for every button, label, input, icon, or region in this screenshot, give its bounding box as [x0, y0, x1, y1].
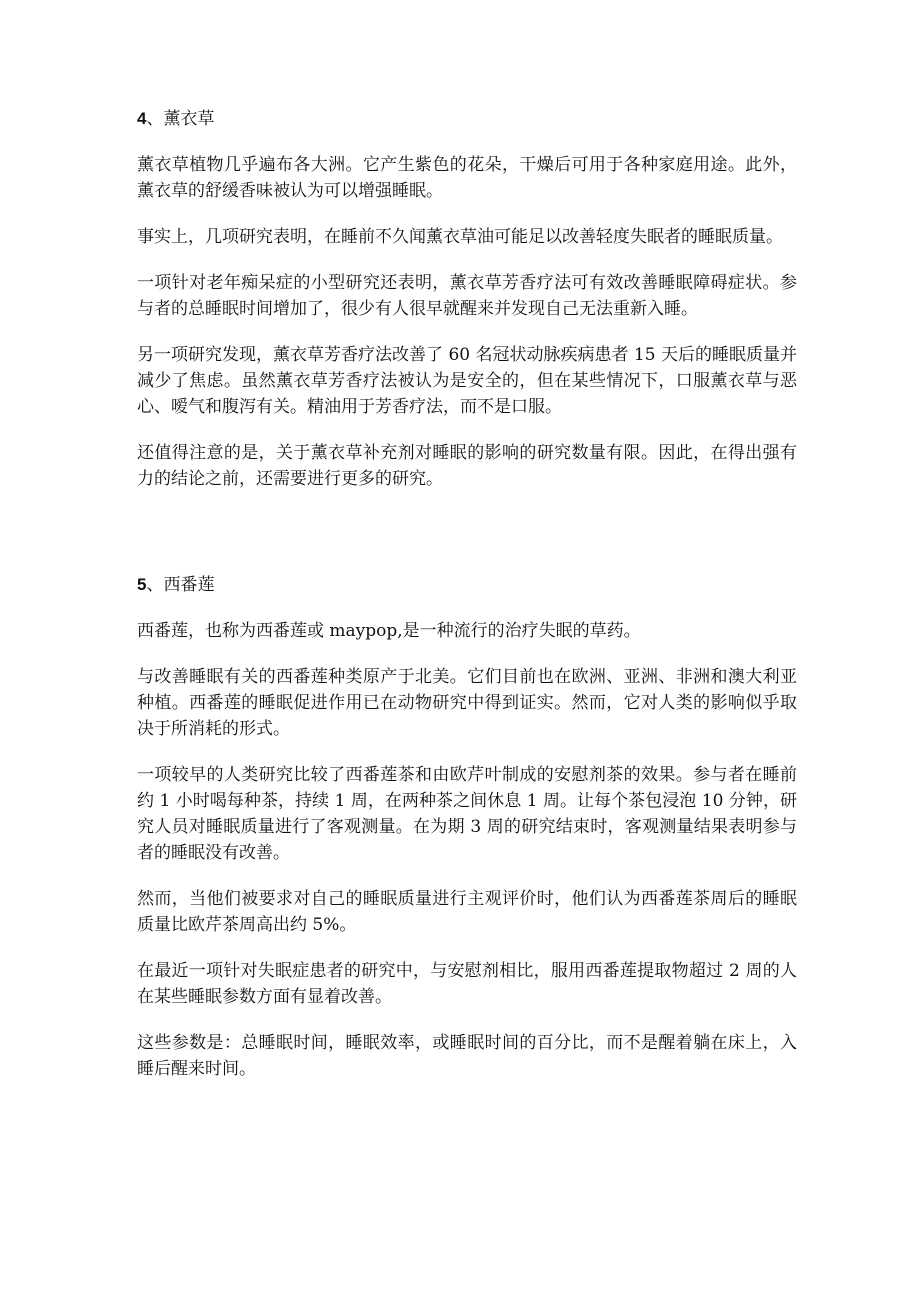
paragraph: 薰衣草植物几乎遍布各大洲。它产生紫色的花朵，干燥后可用于各种家庭用途。此外，薰衣草的舒缓香味被认为可以增强睡眠。 [137, 155, 797, 201]
document-body [137, 106, 797, 1102]
paragraph: 一项较早的人类研究比较了西番莲茶和由欧芹叶制成的安慰剂茶的效果。参与者在睡前约 1 小时喝每种茶，持续 1 周，在两种茶之间休息 1 周。让每个茶包浸泡 10 分钟，研究人员对睡眠质量进行了客观测量。在为期 3 周的研究结束时，客观测量结果表明参与者的睡眠没有改善。 [137, 765, 797, 863]
section-title: 、薰衣草 [146, 109, 215, 129]
paragraph: 一项针对老年痴呆症的小型研究还表明，薰衣草芳香疗法可有效改善睡眠障碍症状。参与者的总睡眠时间增加了，很少有人很早就醒来并发现自己无法重新入睡。 [137, 273, 797, 319]
section-number: 4 [137, 109, 147, 128]
paragraph: 与改善睡眠有关的西番莲种类原产于北美。它们目前也在欧洲、亚洲、非洲和澳大利亚种植。西番莲的睡眠促进作用已在动物研究中得到证实。然而，它对人类的影响似乎取决于所消耗的形式。 [137, 667, 797, 739]
paragraph: 还值得注意的是，关于薰衣草补充剂对睡眠的影响的研究数量有限。因此，在得出强有力的结论之前，还需要进行更多的研究。 [137, 443, 797, 489]
section-title: 、西番莲 [146, 575, 215, 595]
section-lavender [137, 106, 797, 492]
paragraph: 这些参数是：总睡眠时间，睡眠效率，或睡眠时间的百分比，而不是醒着躺在床上，入睡后醒来时间。 [137, 1033, 797, 1079]
paragraph: 另一项研究发现，薰衣草芳香疗法改善了 60 名冠状动脉疾病患者 15 天后的睡眠质量并减少了焦虑。虽然薰衣草芳香疗法被认为是安全的，但在某些情况下，口服薰衣草与恶心、嗳气和腹泻有关。精油用于芳香疗法，而不是口服。 [137, 345, 797, 417]
paragraph: 事实上，几项研究表明，在睡前不久闻薰衣草油可能足以改善轻度失眠者的睡眠质量。 [137, 227, 783, 247]
paragraph: 西番莲，也称为西番莲或 maypop,是一种流行的治疗失眠的草药。 [137, 621, 641, 641]
section-heading [137, 572, 797, 598]
paragraph: 在最近一项针对失眠症患者的研究中，与安慰剂相比，服用西番莲提取物超过 2 周的人在某些睡眠参数方面有显着改善。 [137, 961, 797, 1007]
section-number: 5 [137, 575, 147, 594]
section-heading [137, 106, 797, 132]
section-passionflower [137, 572, 797, 1082]
paragraph: 然而，当他们被要求对自己的睡眠质量进行主观评价时，他们认为西番莲茶周后的睡眠质量比欧芹茶周高出约 5%。 [137, 889, 797, 935]
section-spacer [137, 512, 797, 572]
